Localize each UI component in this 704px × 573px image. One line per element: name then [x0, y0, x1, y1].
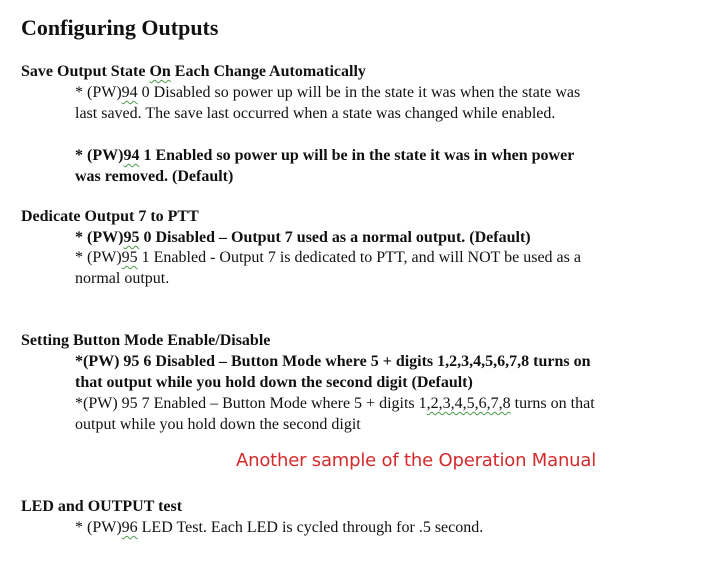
- text-run: *(PW) 95 6 Disabled – Button Mode where 5 + digits 1,2,3,4,5,6,7,8 turns on: [75, 353, 591, 370]
- text-line: [75, 83, 675, 104]
- text-run: last saved. The save last occurred when a state was changed while enabled.: [75, 104, 556, 122]
- spellcheck-marked-word: 95: [121, 249, 138, 266]
- section-heading-save-output-state: [21, 62, 366, 82]
- option-94-0-disabled: [75, 83, 675, 124]
- section-heading-dedicate-output-7: [21, 207, 199, 227]
- text-run: that output while you hold down the second digit (Default): [75, 373, 473, 391]
- text-run: * (PW): [75, 229, 124, 246]
- text-run: * (PW): [75, 147, 124, 164]
- text-run: 0 Disabled – Output 7 used as a normal output. (Default): [139, 229, 531, 246]
- text-line: [75, 373, 675, 394]
- text-run: * (PW): [75, 84, 122, 101]
- text-run: normal output.: [75, 269, 170, 287]
- option-95-0-disabled-default: [75, 228, 675, 249]
- heading-text: Save Output State: [21, 63, 150, 80]
- text-run: output while you hold down the second digit: [75, 415, 361, 433]
- heading-text: Dedicate Output 7 to PTT: [21, 208, 199, 225]
- text-line: [75, 415, 675, 436]
- spellcheck-marked-word: ,2,3,4,5,6,7,8: [426, 395, 511, 412]
- section-heading-button-mode: [21, 331, 270, 351]
- heading-text: LED and OUTPUT test: [21, 498, 183, 515]
- spellcheck-marked-word: 94: [123, 147, 140, 164]
- text-run: * (PW): [75, 519, 122, 536]
- text-run: 0 Disabled so power up will be in the state it was when the state was: [137, 84, 581, 101]
- text-run: LED Test. Each LED is cycled through for .5 second.: [137, 519, 484, 536]
- section-heading-led-output-test: [21, 497, 182, 517]
- document-title: Configuring Outputs: [21, 15, 219, 40]
- text-run: 1 Enabled - Output 7 is dedicated to PTT, and will NOT be used as a: [137, 249, 581, 266]
- text-line: [75, 248, 675, 269]
- option-95-7-enabled: [75, 394, 675, 435]
- annotation-caption: Another sample of the Operation Manual: [236, 450, 597, 471]
- text-line: [75, 518, 675, 539]
- option-94-1-enabled-default: [75, 146, 675, 187]
- text-line: [75, 167, 675, 188]
- option-95-1-enabled: [75, 248, 675, 289]
- option-95-6-disabled-default: [75, 352, 675, 393]
- text-run: was removed. (Default): [75, 167, 234, 185]
- text-run: 1 Enabled so power up will be in the state it was in when power: [139, 147, 575, 164]
- spellcheck-marked-word: 94: [121, 84, 138, 101]
- text-line: [75, 269, 675, 290]
- text-run: * (PW): [75, 249, 122, 266]
- option-96-led-test: [75, 518, 675, 539]
- text-line: [75, 104, 675, 125]
- text-run: turns on that: [510, 395, 595, 412]
- text-run: *(PW) 95 7 Enabled – Button Mode where 5 + digits 1: [75, 395, 427, 412]
- heading-text: Each Change Automatically: [170, 63, 366, 80]
- text-line: [75, 394, 675, 415]
- text-line: [75, 146, 675, 167]
- heading-text: Setting Button Mode Enable/Disable: [21, 332, 271, 349]
- text-line: [75, 228, 675, 249]
- spellcheck-marked-word: 96: [121, 519, 138, 536]
- text-line: [75, 352, 675, 373]
- spellcheck-marked-word: On: [149, 63, 171, 80]
- spellcheck-marked-word: 95: [123, 229, 140, 246]
